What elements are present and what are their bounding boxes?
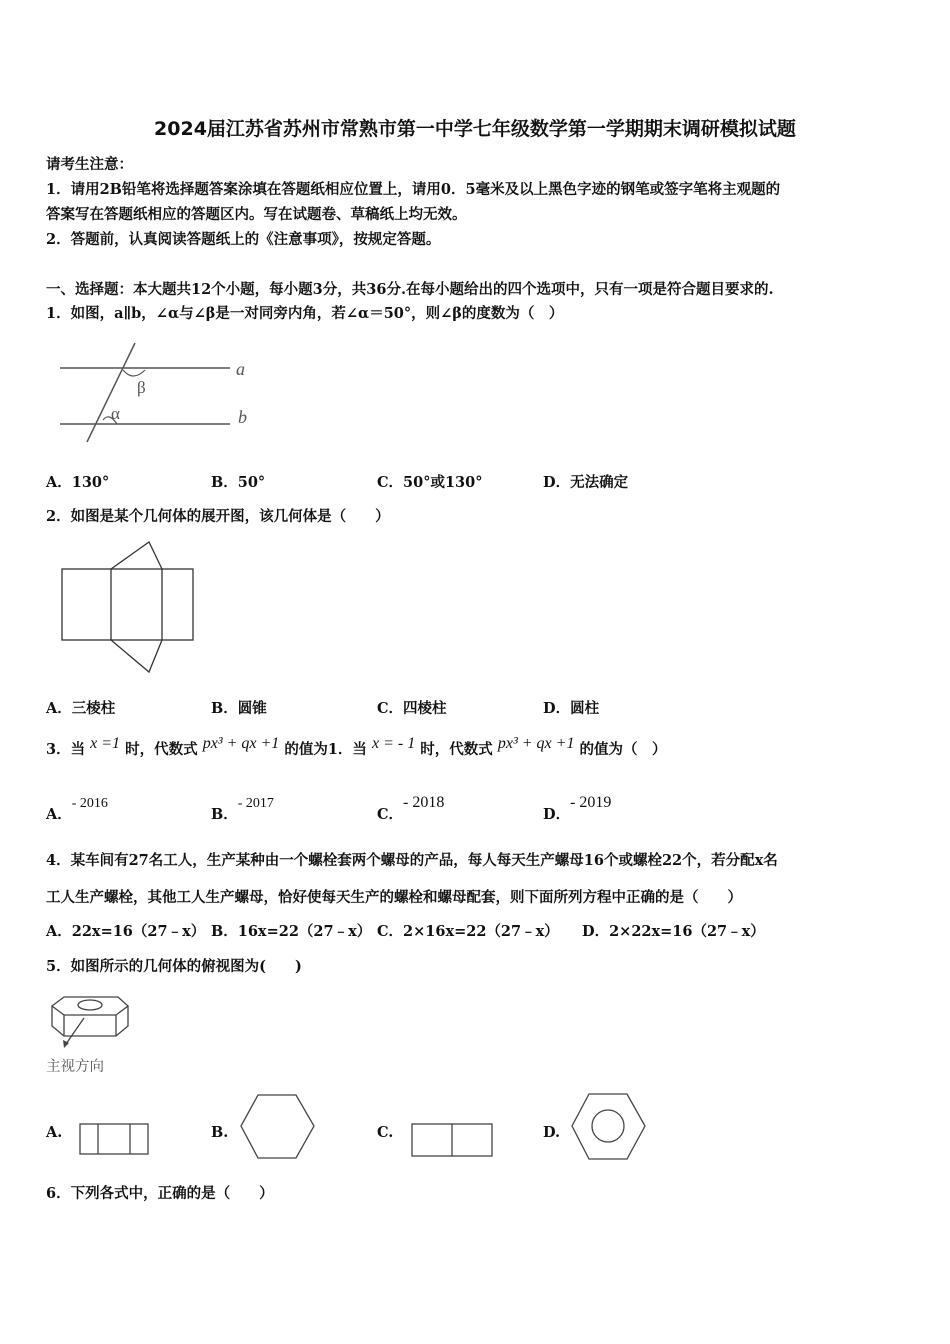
notice-item-2: 2．答题前，认真阅读答题纸上的《注意事项》，按规定答题。 bbox=[46, 231, 441, 248]
question-5-stem: 5．如图所示的几何体的俯视图为( ) bbox=[46, 958, 302, 975]
q3-x-equals-minus-1: x = - 1 bbox=[372, 735, 416, 752]
option-letter: C． bbox=[377, 806, 404, 823]
question-6-stem: 6．下列各式中，正确的是（ ） bbox=[46, 1185, 274, 1202]
page-title: 2024届江苏省苏州市常熟市第一中学七年级数学第一学期期末调研模拟试题 bbox=[154, 118, 796, 140]
q3-expression-2: px³ + qx +1 bbox=[497, 735, 575, 752]
question-1-option-d[interactable]: D．无法确定 bbox=[543, 474, 629, 491]
notice-heading: 请考生注意： bbox=[46, 156, 133, 173]
question-3-option-a[interactable] bbox=[46, 796, 108, 824]
question-1-option-b[interactable]: B．50° bbox=[211, 474, 266, 491]
question-1-option-a[interactable]: A．130° bbox=[46, 474, 110, 491]
question-1-option-c[interactable]: C．50°或130° bbox=[377, 474, 483, 491]
question-5-option-c-letter[interactable]: C. bbox=[377, 1124, 394, 1141]
option-value: - 2018 bbox=[403, 794, 445, 811]
option-value: - 2016 bbox=[71, 796, 108, 811]
question-2-option-c[interactable]: C．四棱柱 bbox=[377, 700, 447, 717]
question-5-option-b-letter[interactable]: B. bbox=[211, 1124, 229, 1141]
option-c-top-view-figure[interactable] bbox=[410, 1122, 496, 1158]
option-letter: B． bbox=[211, 806, 238, 823]
option-value: - 2017 bbox=[237, 796, 274, 811]
question-5-option-d-letter[interactable]: D. bbox=[543, 1124, 561, 1141]
view-direction-caption: 主视方向 bbox=[46, 1059, 104, 1075]
line-b-label: b bbox=[238, 407, 247, 427]
q3-expression-1: px³ + qx +1 bbox=[202, 735, 280, 752]
beta-label: β bbox=[137, 378, 146, 397]
question-2-option-d[interactable]: D．圆柱 bbox=[543, 700, 600, 717]
question-3-option-b[interactable] bbox=[211, 796, 274, 824]
prism-net-figure bbox=[58, 538, 198, 678]
question-2-stem: 2．如图是某个几何体的展开图，该几何体是（ ） bbox=[46, 508, 390, 525]
question-5-option-a-letter[interactable]: A. bbox=[46, 1124, 63, 1141]
option-a-top-view-figure[interactable] bbox=[78, 1122, 152, 1156]
line-a-label: a bbox=[236, 359, 245, 379]
question-4-option-b[interactable]: B．16x=22（27﹣x） bbox=[211, 923, 372, 940]
option-d-hexagon-circle-figure[interactable] bbox=[569, 1091, 649, 1163]
q3-text-4: 时，代数式 bbox=[420, 741, 493, 758]
question-4-stem-line-2: 工人生产螺栓，其他工人生产螺母，恰好使每天生产的螺栓和螺母配套，则下面所列方程中正确的是（ ） bbox=[46, 889, 742, 906]
question-4-stem-line-1: 4．某车间有27名工人，生产某种由一个螺栓套两个螺母的产品，每人每天生产螺母16个或螺栓22个，若分配x名 bbox=[46, 852, 778, 869]
hex-nut-figure bbox=[44, 992, 144, 1052]
q3-text-1: 3．当 bbox=[46, 741, 86, 758]
section-heading: 一、选择题：本大题共12个小题，每小题3分，共36分.在每小题给出的四个选项中，只有一项是符合题目要求的. bbox=[46, 281, 774, 298]
parallel-lines-figure bbox=[55, 338, 275, 448]
option-letter: A． bbox=[46, 806, 72, 823]
question-1-stem: 1．如图，a∥b，∠α与∠β是一对同旁内角，若∠α＝50°，则∠β的度数为（ ） bbox=[46, 305, 564, 322]
question-3-stem bbox=[46, 735, 667, 759]
option-b-hexagon-figure[interactable] bbox=[238, 1092, 318, 1162]
q3-x-equals-1: x =1 bbox=[90, 735, 121, 752]
alpha-label: α bbox=[111, 404, 120, 423]
q3-text-3: 的值为1．当 bbox=[284, 741, 367, 758]
question-2-option-b[interactable]: B．圆锥 bbox=[211, 700, 267, 717]
option-letter: D． bbox=[543, 806, 571, 823]
question-4-option-d[interactable]: D．2×22x=16（27﹣x） bbox=[582, 923, 765, 940]
option-value: - 2019 bbox=[570, 794, 612, 811]
notice-item-1-line-2: 答案写在答题纸相应的答题区内。写在试题卷、草稿纸上均无效。 bbox=[46, 206, 467, 223]
question-3-option-c[interactable] bbox=[377, 794, 445, 824]
question-2-option-a[interactable]: A．三棱柱 bbox=[46, 700, 116, 717]
question-3-option-d[interactable] bbox=[543, 794, 612, 824]
question-4-option-c[interactable]: C．2×16x=22（27﹣x） bbox=[377, 923, 559, 940]
notice-item-1-line-1: 1．请用2B铅笔将选择题答案涂填在答题纸相应位置上，请用0．5毫米及以上黑色字迹的钢笔或签字笔将主观题的 bbox=[46, 181, 781, 198]
q3-text-5: 的值为（ ） bbox=[579, 741, 667, 758]
question-4-option-a[interactable]: A．22x=16（27﹣x） bbox=[46, 923, 206, 940]
q3-text-2: 时，代数式 bbox=[125, 741, 198, 758]
